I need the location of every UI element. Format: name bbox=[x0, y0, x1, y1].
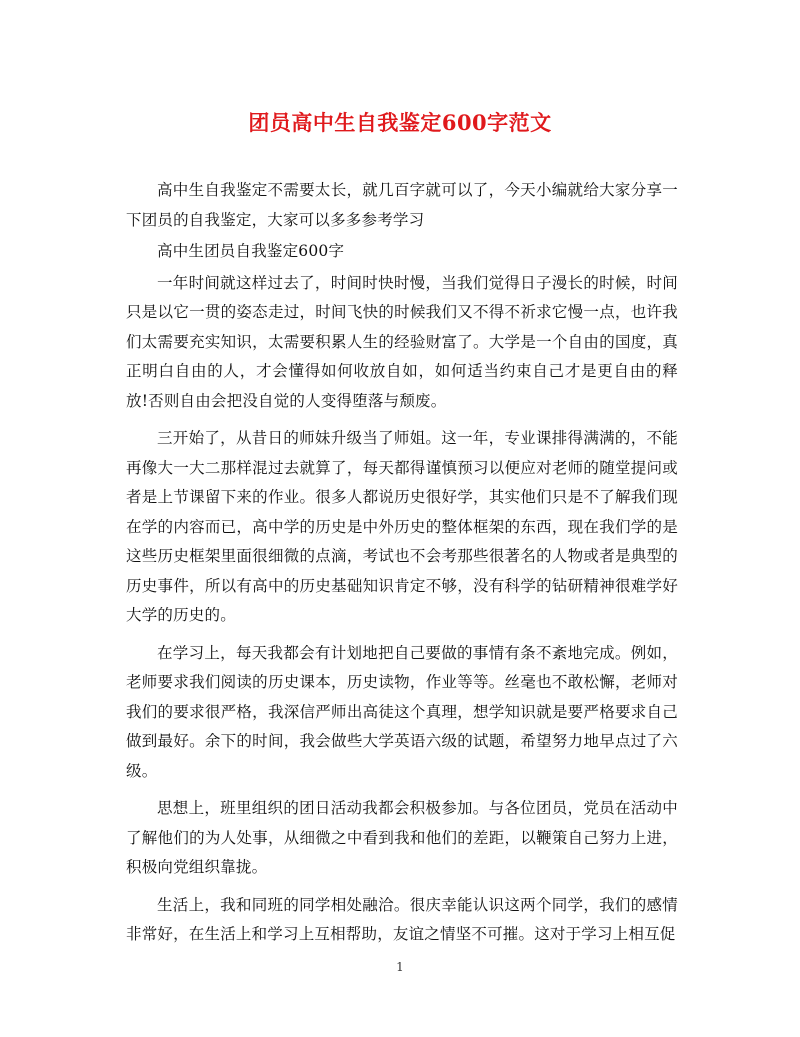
paragraph-time: 一年时间就这样过去了，时间时快时慢，当我们觉得日子漫长的时候，时间只是以它一贯的姿态走过，时间飞快的时候我们又不得不祈求它慢一点，也许我们太需要充实知识，太需要积累人生的经验财富了。大学是一个自由的国度，真正明白自由的人，才会懂得如何收放自如，如何适当约束自己才是更自由的释放!否则自由会把没自觉的人变得堕落与颓废。 bbox=[126, 273, 678, 410]
paragraph-ideology: 思想上，班里组织的团日活动我都会积极参加。与各位团员，党员在活动中了解他们的为人处事，从细微之中看到我和他们的差距，以鞭策自己努力上进，积极向党组织靠拢。 bbox=[126, 799, 678, 876]
paragraph-junior-year: 三开始了，从昔日的师妹升级当了师姐。这一年，专业课排得满满的，不能再像大一大二那样混过去就算了，每天都得谨慎预习以便应对老师的随堂提问或者是上节课留下来的作业。很多人都说历史很好学，其实他们只是不了解我们现在学的内容而已，高中学的历史是中外历史的整体框架的东西，现在我们学的是这些历史框架里面很细微的点滴，考试也不会考那些很著名的人物或者是典型的历史事件，所以有高中的历史基础知识肯定不够，没有科学的钻研精神很难学好大学的历史的。 bbox=[126, 429, 678, 624]
document-body bbox=[126, 176, 678, 952]
paragraph-study: 在学习上，每天我都会有计划地把自己要做的事情有条不紊地完成。例如，老师要求我们阅读的历史课本，历史读物，作业等等。丝毫也不敢松懈，老师对我们的要求很严格，我深信严师出高徒这个真理，想学知识就是要严格要求自己做到最好。余下的时间，我会做些大学英语六级的试题，希望努力地早点过了六级。 bbox=[126, 643, 678, 780]
paragraph-life: 生活上，我和同班的同学相处融洽。很庆幸能认识这两个同学，我们的感情非常好，在生活上和学习上互相帮助，友谊之情坚不可摧。这对于学习上相互促 bbox=[126, 895, 678, 943]
page-number: 1 bbox=[396, 960, 404, 974]
paragraph-subheading: 高中生团员自我鉴定600字 bbox=[157, 242, 345, 260]
document-title: 团员高中生自我鉴定600字范文 bbox=[248, 110, 552, 135]
paragraph-intro: 高中生自我鉴定不需要太长，就几百字就可以了，今天小编就给大家分享一下团员的自我鉴定，大家可以多多参考学习 bbox=[126, 181, 678, 229]
